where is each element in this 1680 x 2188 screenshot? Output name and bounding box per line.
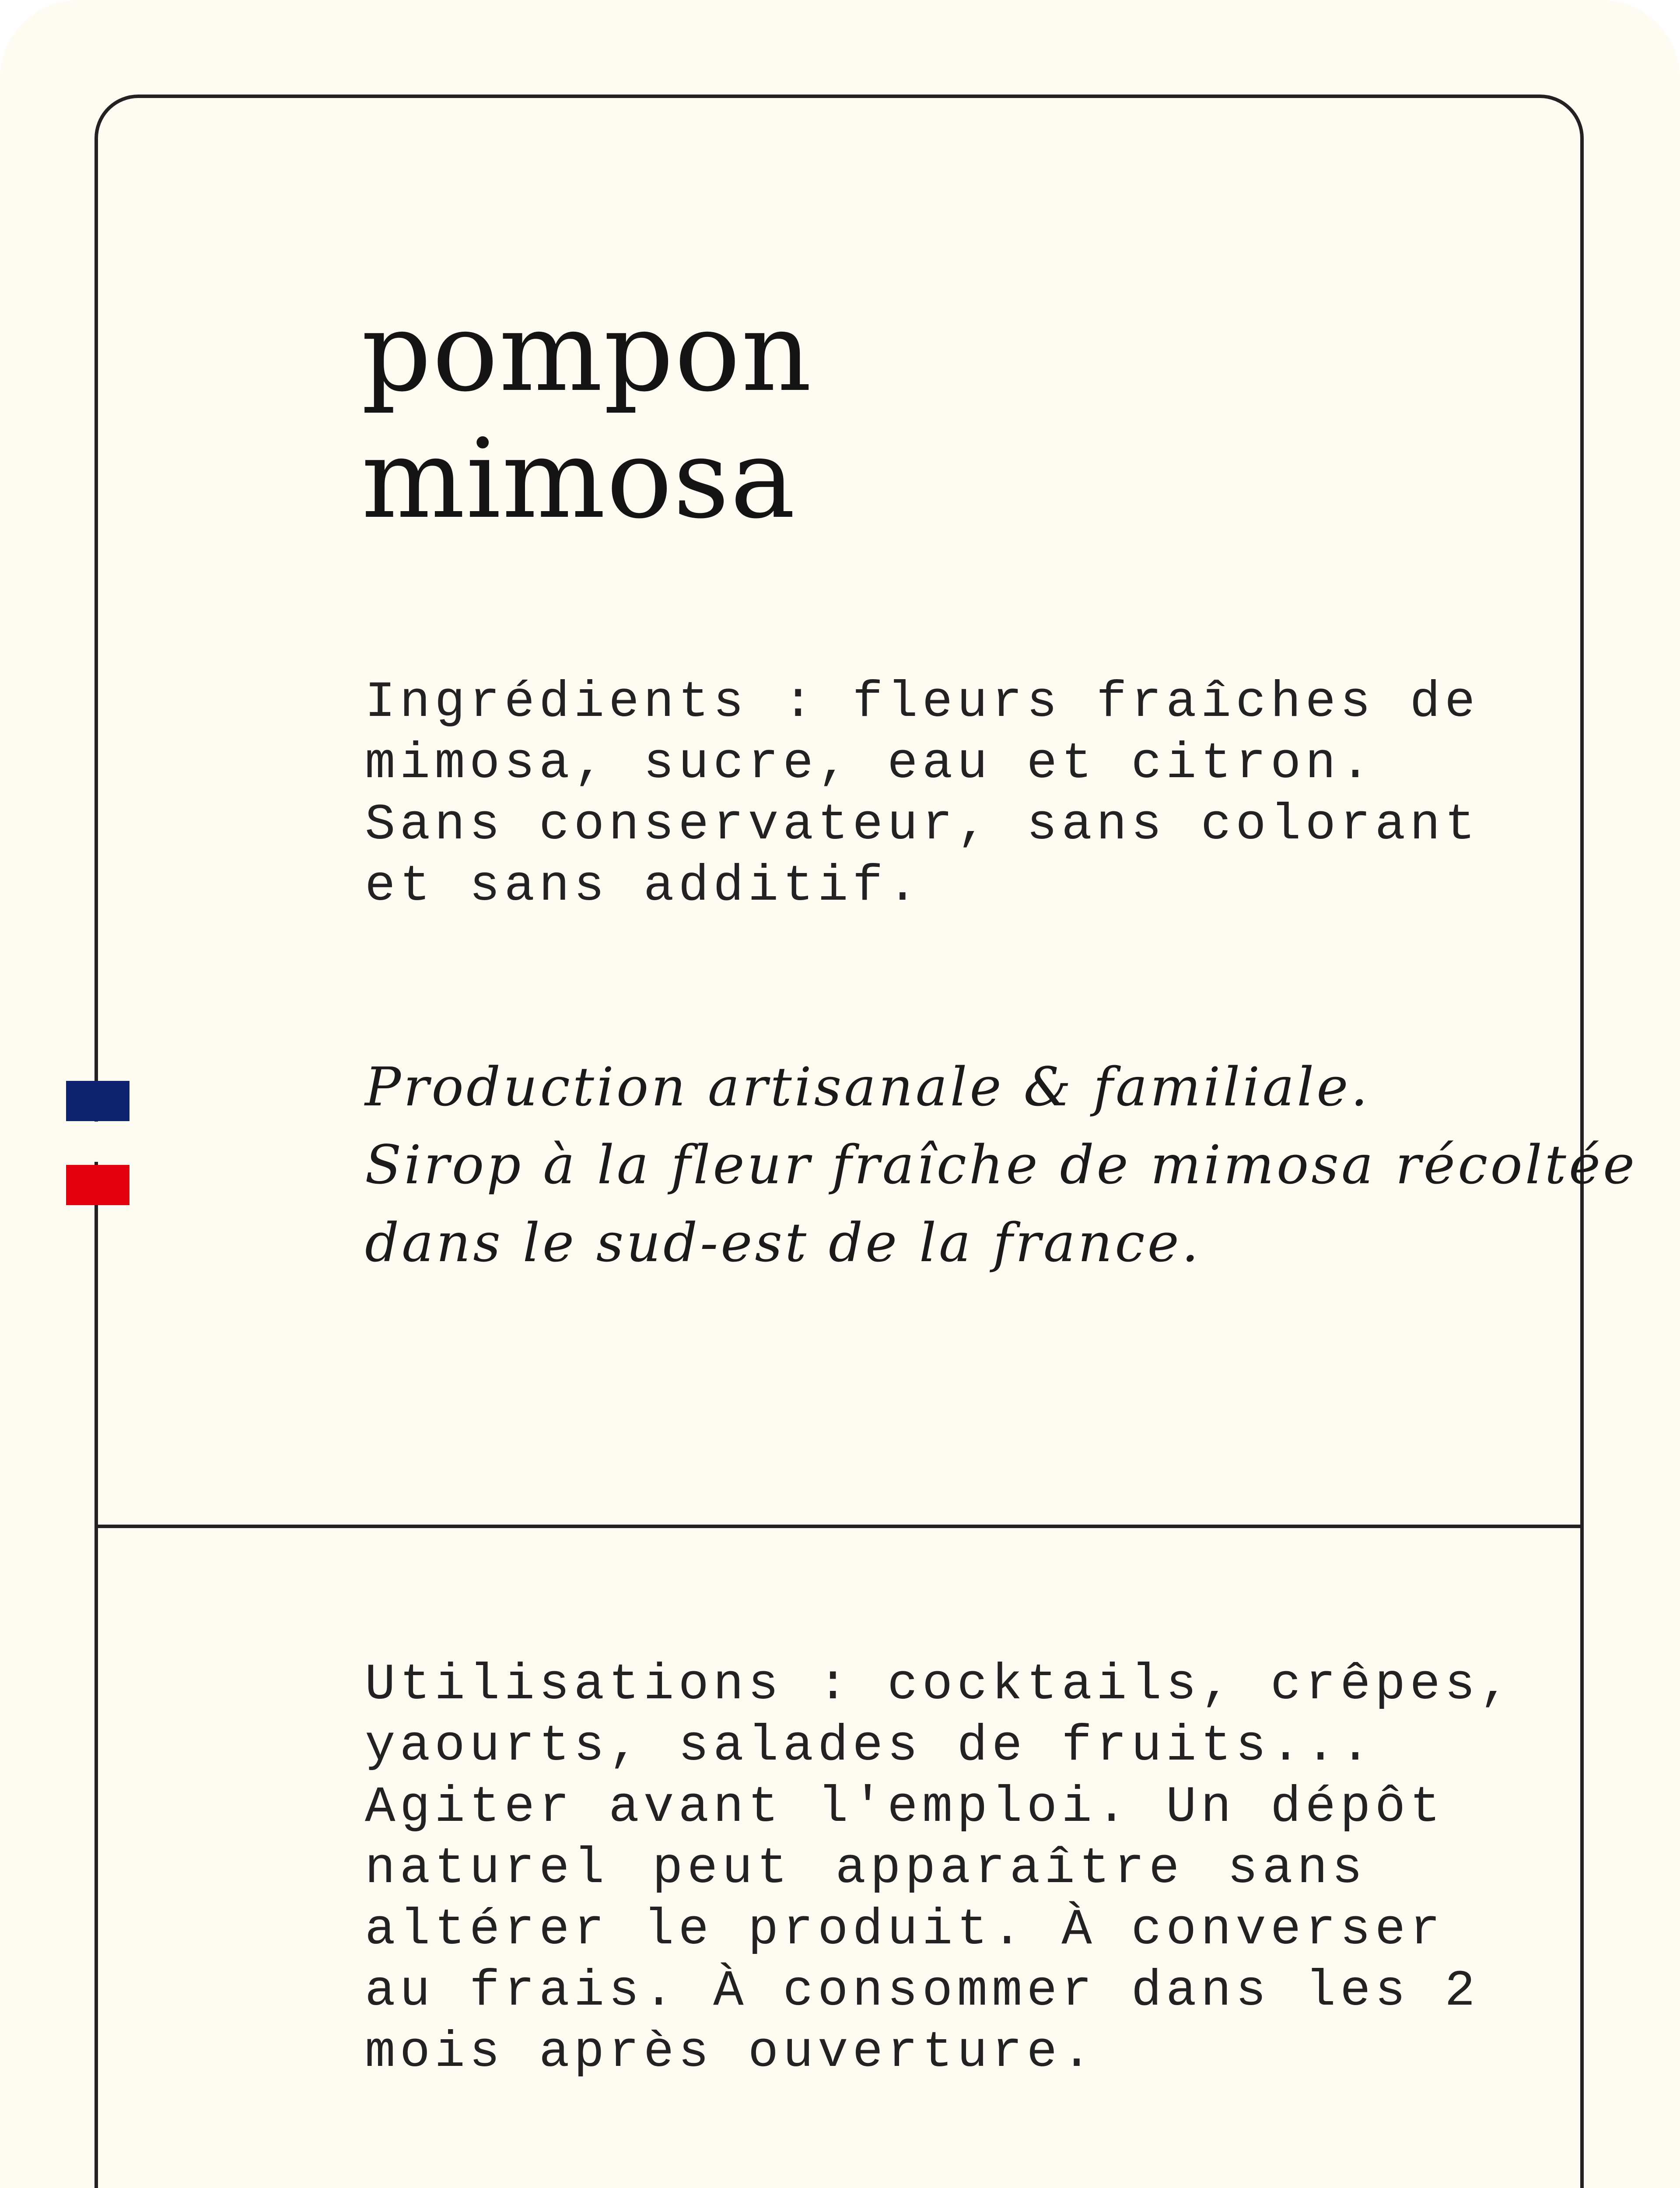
product-title-line-1: pompon <box>361 288 813 416</box>
production-line: Production artisanale & familiale. <box>365 1056 1371 1118</box>
product-title-line-2: mimosa <box>361 415 796 543</box>
ingredients-line: Sans conservateur, sans colorant <box>365 796 1480 854</box>
french-flag-red-stripe <box>66 1165 130 1205</box>
production-line: dans le sud-est de la france. <box>365 1212 1201 1274</box>
french-flag-white-stripe <box>66 1122 130 1162</box>
usage-line: Agiter avant l'emploi. Un dépôt <box>365 1778 1445 1836</box>
usage-text <box>365 1654 1515 2083</box>
french-flag-blue-stripe <box>66 1081 130 1121</box>
usage-line: au frais. À consommer dans les 2 <box>365 1962 1480 2020</box>
usage-line: mois après ouverture. <box>365 2023 1096 2081</box>
usage-line: altérer le produit. À converser <box>365 1901 1445 1959</box>
usage-line: Utilisations : cocktails, crêpes, <box>365 1656 1515 1714</box>
production-text <box>365 1048 1638 1282</box>
section-divider <box>98 1525 1582 1528</box>
usage-line: naturel peut apparaître sans <box>365 1840 1367 1897</box>
ingredients-text <box>365 672 1480 917</box>
ingredients-line: et sans additif. <box>365 857 922 915</box>
production-line: Sirop à la fleur fraîche de mimosa récoltée <box>365 1134 1638 1196</box>
ingredients-line: Ingrédients : fleurs fraîches de <box>365 673 1480 731</box>
ingredients-line: mimosa, sucre, eau et citron. <box>365 735 1375 792</box>
usage-line: yaourts, salades de fruits... <box>365 1717 1375 1775</box>
product-title <box>361 289 812 543</box>
